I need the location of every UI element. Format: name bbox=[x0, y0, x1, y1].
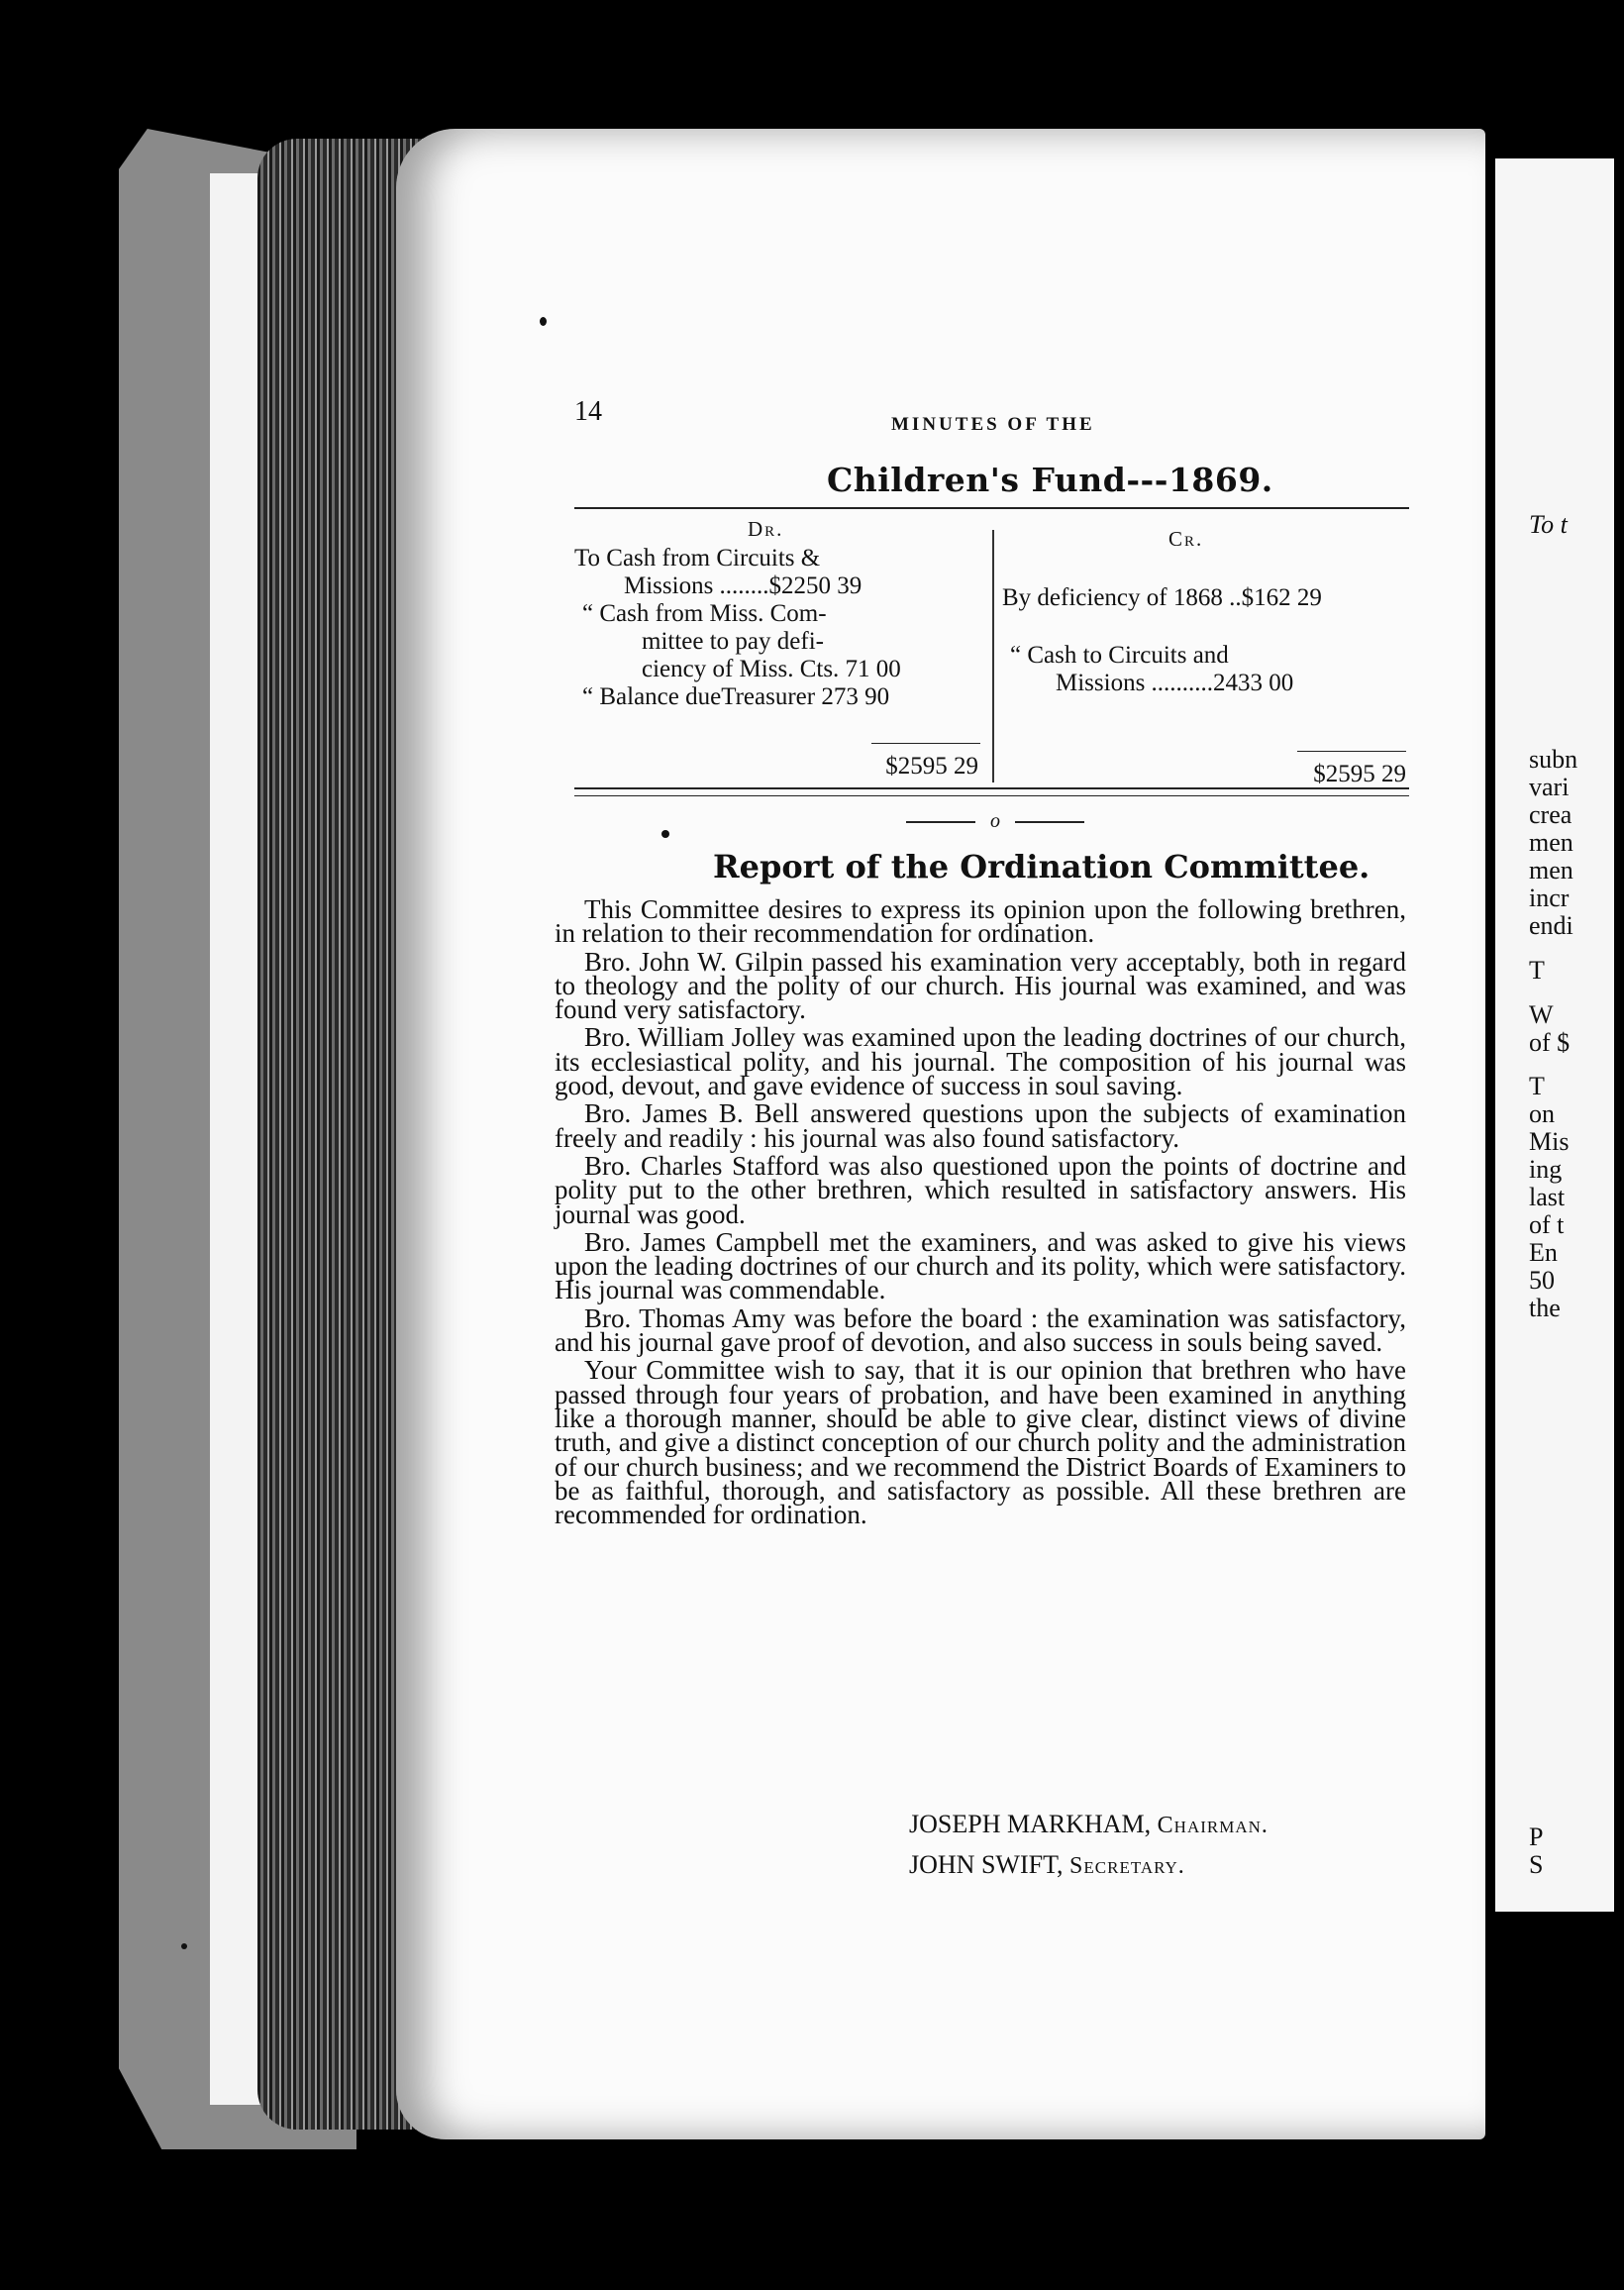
running-head: MINUTES OF THE bbox=[891, 414, 1095, 435]
scan-speck bbox=[181, 1943, 187, 1949]
signature-name: JOHN SWIFT, bbox=[909, 1850, 1064, 1879]
scan-speck bbox=[540, 317, 547, 326]
report-paragraph: Bro. Charles Stafford was also questioned upon the points of doctrine and polity put to the other brethren, which resulted in satisfactory answers. His journal was good. bbox=[555, 1150, 1406, 1229]
debit-line: mittee to pay defi- bbox=[642, 628, 824, 655]
debit-line: “ Balance dueTreasurer 273 90 bbox=[582, 683, 890, 710]
credit-line: By deficiency of 1868 ..$162 29 bbox=[1002, 584, 1322, 611]
facing-page-text: En bbox=[1529, 1238, 1558, 1267]
debit-line: ciency of Miss. Cts. 71 00 bbox=[642, 656, 901, 682]
signature-block bbox=[909, 1805, 1269, 1886]
credit-sum-rule bbox=[1297, 751, 1406, 752]
facing-page-text: Mis bbox=[1529, 1127, 1570, 1156]
facing-page-text: of t bbox=[1529, 1210, 1565, 1239]
facing-page bbox=[1495, 158, 1614, 1912]
scan-speck bbox=[661, 830, 669, 838]
facing-page-text: subn bbox=[1529, 745, 1578, 774]
signature-secretary bbox=[909, 1845, 1269, 1886]
facing-page-text: T bbox=[1529, 1072, 1545, 1100]
report-title: Report of the Ordination Committee. bbox=[713, 848, 1370, 885]
report-paragraph: This Committee desires to express its opinion upon the following brethren, in relation to their recommendation for ordination. bbox=[555, 894, 1406, 949]
debit-sum-rule bbox=[871, 743, 980, 744]
report-paragraph: Bro. Thomas Amy was before the board : the examination was satisfactory, and his journal gave proof of devotion, and also success in souls being saved. bbox=[555, 1302, 1406, 1358]
report-paragraph: Your Committee wish to say, that it is our opinion that brethren who have passed through four years of probation, and have been examined in anything like a thorough manner, should be able to give clear, distinct views of divine truth, and give a distinct conception of our church polity and the administration of our church business; and we recommend the District Boards of Examiners to be as faithful, thorough, and satisfactory as possible. All these brethren are recommended for ordination. bbox=[555, 1355, 1406, 1530]
ledger-top-rule bbox=[574, 507, 1409, 509]
facing-page-text: incr bbox=[1529, 884, 1570, 912]
signature-role: Secretary. bbox=[1069, 1853, 1185, 1879]
facing-page-text: P bbox=[1529, 1822, 1544, 1851]
credit-line: “ Cash to Circuits and bbox=[1010, 642, 1229, 669]
section-divider: o bbox=[906, 810, 1084, 832]
fund-title: Children's Fund---1869. bbox=[827, 461, 1273, 499]
debit-line: “ Cash from Miss. Com- bbox=[582, 600, 827, 627]
debit-heading: Dr. bbox=[748, 517, 784, 541]
report-paragraph: Bro. James Campbell met the examiners, and was asked to give his views upon the leading doctrines of our church and its polity, which were satisfactory. His journal was commendable. bbox=[555, 1226, 1406, 1305]
page-number: 14 bbox=[574, 396, 602, 427]
credit-heading: Cr. bbox=[1168, 527, 1204, 551]
facing-page-text: ing bbox=[1529, 1155, 1563, 1184]
report-paragraph: Bro. John W. Gilpin passed his examination very acceptably, both in regard to theology and the polity of our church. His journal was examined, and was found very satisfactory. bbox=[555, 946, 1406, 1025]
debit-line: Missions ........$2250 39 bbox=[624, 572, 863, 599]
facing-page-text: endi bbox=[1529, 911, 1573, 940]
facing-page-text: of $ bbox=[1529, 1028, 1571, 1057]
debit-line: To Cash from Circuits & bbox=[574, 545, 821, 572]
facing-page-text: men bbox=[1529, 828, 1573, 857]
report-body bbox=[555, 894, 1406, 1530]
facing-page-text: W bbox=[1529, 1000, 1554, 1029]
facing-page-text: crea bbox=[1529, 800, 1573, 829]
facing-page-text: T bbox=[1529, 956, 1545, 985]
credit-total: $2595 29 bbox=[1313, 761, 1406, 787]
facing-page-text: 50 bbox=[1529, 1266, 1555, 1295]
signature-role: Chairman. bbox=[1157, 1813, 1269, 1838]
facing-page-text: the bbox=[1529, 1294, 1561, 1322]
debit-total: $2595 29 bbox=[885, 753, 978, 780]
ledger-bottom-rule-2 bbox=[574, 795, 1409, 796]
facing-page-text: men bbox=[1529, 856, 1573, 885]
report-paragraph: Bro. William Jolley was examined upon the leading doctrines of our church, its ecclesiastical polity, and his journal. The composition of his journal was good, devout, and gave evidence of success in soul saving. bbox=[555, 1022, 1406, 1101]
signature-name: JOSEPH MARKHAM, bbox=[909, 1810, 1152, 1838]
report-paragraph: Bro. James B. Bell answered questions upon the subjects of examination freely and readily : his journal was also found satisfactory. bbox=[555, 1098, 1406, 1153]
facing-page-text: on bbox=[1529, 1099, 1555, 1128]
facing-page-text: last bbox=[1529, 1183, 1566, 1211]
ledger-bottom-rule bbox=[574, 787, 1409, 789]
facing-page-text: vari bbox=[1529, 773, 1570, 801]
ledger-column-divider bbox=[992, 530, 994, 782]
facing-page-text: S bbox=[1529, 1850, 1544, 1879]
facing-page-text: To t bbox=[1529, 510, 1568, 539]
signature-chairman bbox=[909, 1805, 1269, 1845]
credit-line: Missions ..........2433 00 bbox=[1056, 670, 1294, 696]
